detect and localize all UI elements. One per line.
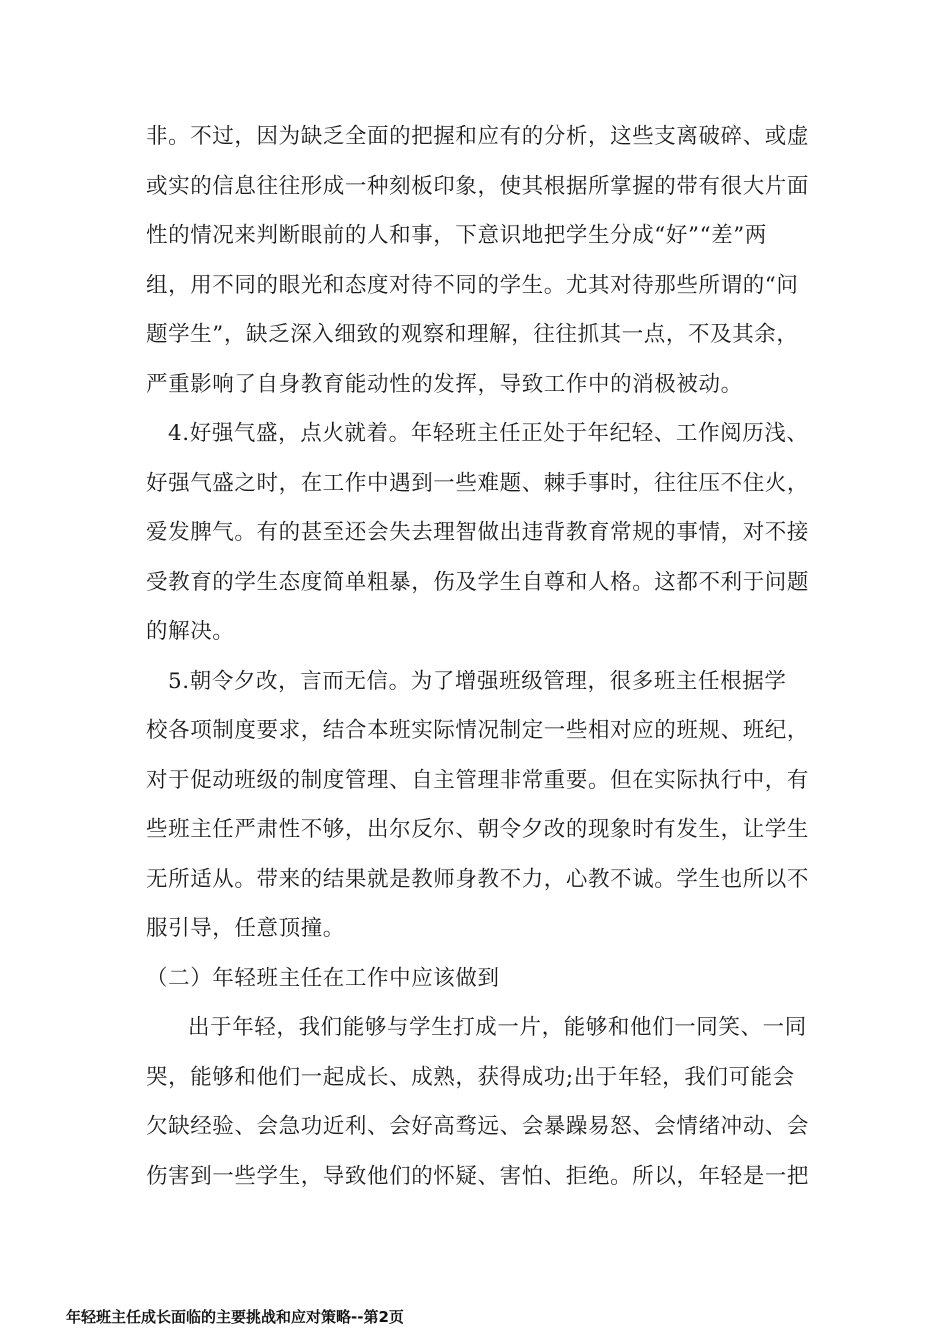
text-line: 题学生”，缺乏深入细致的观察和理解，往往抓其一点，不及其余， xyxy=(146,322,799,347)
page-footer: 年轻班主任成长面临的主要挑战和应对策略--第2页 xyxy=(66,1308,404,1326)
text-line: 无所适从。带来的结果就是教师身教不力，心教不诚。学生也所以不 xyxy=(146,866,810,892)
text-line: 性的情况来判断眼前的人和事，下意识地把学生分成“好”“差”两 xyxy=(146,223,767,248)
text-line: 组，用不同的眼光和态度对待不同的学生。尤其对待那些所谓的“问 xyxy=(146,272,799,298)
text-line: 爱发脾气。有的甚至还会失去理智做出违背教育常规的事情，对不接 xyxy=(146,520,810,545)
text-line: 4.好强气盛，点火就着。年轻班主任正处于年纪轻、工作阅历浅、 xyxy=(168,421,809,446)
section-heading: （二）年轻班主任在工作中应该做到 xyxy=(146,965,500,991)
text-line: 受教育的学生态度简单粗暴，伤及学生自尊和人格。这都不利于问题 xyxy=(146,569,810,595)
text-line: 或实的信息往往形成一种刻板印象，使其根据所掌握的带有很大片面 xyxy=(146,173,810,199)
text-line: 欠缺经验、会急功近利、会好高骛远、会暴躁易怒、会情绪冲动、会 xyxy=(146,1114,810,1139)
text-line: 服引导，任意顶撞。 xyxy=(146,916,345,941)
text-line: 5.朝令夕改，言而无信。为了增强班级管理，很多班主任根据学 xyxy=(168,668,787,694)
text-line: 对于促动班级的制度管理、自主管理非常重要。但在实际执行中，有 xyxy=(146,767,810,793)
text-line: 非。不过，因为缺乏全面的把握和应有的分析，这些支离破碎、或虚 xyxy=(146,124,810,149)
text-line: 伤害到一些学生，导致他们的怀疑、害怕、拒绝。所以，年轻是一把 xyxy=(146,1163,810,1189)
text-line: 的解决。 xyxy=(146,619,235,644)
text-line: 些班主任严肃性不够，出尔反尔、朝令夕改的现象时有发生，让学生 xyxy=(146,817,810,842)
document-body xyxy=(146,112,810,1201)
text-line: 校各项制度要求，结合本班实际情况制定一些相对应的班规、班纪， xyxy=(146,718,810,743)
text-line: 好强气盛之时，在工作中遇到一些难题、棘手事时，往往压不住火， xyxy=(146,470,810,496)
text-line: 出于年轻，我们能够与学生打成一片，能够和他们一同笑、一同 xyxy=(188,1015,807,1040)
text-line: 严重影响了自身教育能动性的发挥，导致工作中的消极被动。 xyxy=(146,371,743,397)
text-line: 哭，能够和他们一起成长、成熟，获得成功;出于年轻，我们可能会 xyxy=(146,1064,795,1090)
